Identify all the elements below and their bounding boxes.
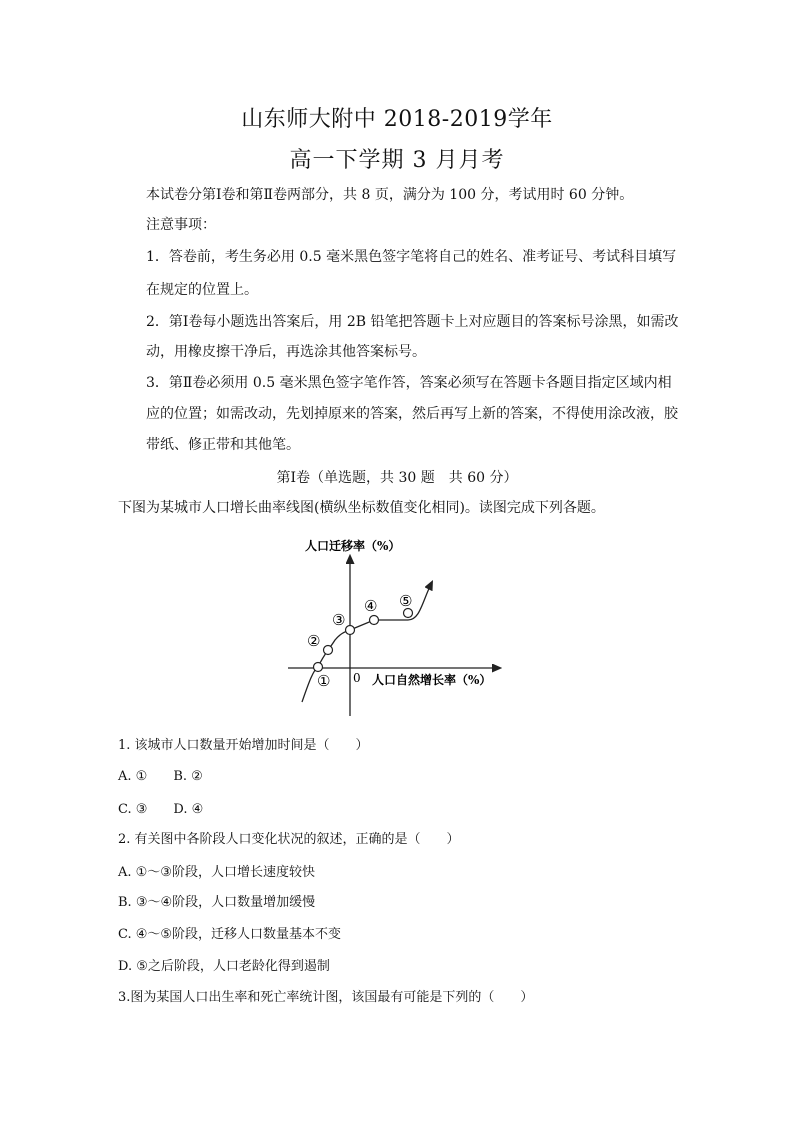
option-c[interactable]: C. ③: [118, 802, 148, 817]
option-a[interactable]: A. ①: [118, 769, 148, 784]
notice-item-2-line-1: 2．第Ⅰ卷每小题选出答案后，用 2B 铅笔把答题卡上对应题目的答案标号涂黑，如需改: [146, 314, 679, 330]
population-growth-figure: [280, 530, 520, 720]
point-1-marker: [314, 663, 323, 672]
section-heading: 第Ⅰ卷（单选题，共 30 题 共 60 分）: [276, 470, 518, 486]
notice-item-2-line-2: 动，用橡皮擦干净后，再选涂其他答案标号。: [146, 344, 426, 360]
option-d[interactable]: D. ④: [173, 802, 204, 817]
option-b[interactable]: B. ②: [173, 769, 203, 784]
exam-title-line1: 山东师大附中 2018-2019学年: [241, 107, 553, 132]
point-2-marker: [324, 646, 333, 655]
question-2-stem: 2. 有关图中各阶段人口变化状况的叙述，正确的是（ ）: [118, 832, 460, 847]
question-1-options-row-1: [118, 768, 203, 786]
question-1-stem: 1. 该城市人口数量开始增加时间是（ ）: [118, 738, 369, 753]
notice-item-3-line-1: 3．第Ⅱ卷必须用 0.5 毫米黑色签字笔作答，答案必须写在答题卡各题目指定区域内相: [146, 375, 672, 391]
section-lead: 下图为某城市人口增长曲率线图(横纵坐标数值变化相同)。读图完成下列各题。: [118, 500, 605, 516]
point-3-label: ③: [332, 611, 346, 629]
notice-item-1-line-1: 1．答卷前，考生务必用 0.5 毫米黑色签字笔将自己的姓名、准考证号、考试科目填写: [146, 249, 677, 265]
point-2-label: ②: [307, 632, 321, 650]
question-3-stem: 3.图为某国人口出生率和死亡率统计图，该国最有可能是下列的（ ）: [118, 990, 534, 1005]
point-4-marker: [370, 616, 379, 625]
exam-intro: 本试卷分第Ⅰ卷和第Ⅱ卷两部分，共 8 页，满分为 100 分，考试用时 60 分钟。: [146, 187, 634, 203]
point-5-label: ⑤: [399, 592, 413, 610]
notice-item-1-line-2: 在规定的位置上。: [146, 282, 258, 298]
question-2-option-d[interactable]: D. ⑤之后阶段，人口老龄化得到遏制: [118, 959, 330, 974]
point-4-label: ④: [364, 597, 378, 615]
question-2-option-b[interactable]: B. ③～④阶段，人口数量增加缓慢: [118, 895, 316, 910]
notice-item-3-line-2: 应的位置；如需改动，先划掉原来的答案，然后再写上新的答案，不得使用涂改液，胶: [146, 406, 678, 422]
notice-item-3-line-3: 带纸、修正带和其他笔。: [146, 437, 300, 453]
question-2-option-c[interactable]: C. ④～⑤阶段，迁移人口数量基本不变: [118, 927, 342, 942]
question-2-option-a[interactable]: A. ①～③阶段，人口增长速度较快: [118, 865, 315, 880]
y-axis-label: 人口迁移率（%）: [305, 539, 401, 553]
point-1-label: ①: [317, 672, 331, 690]
notice-title: 注意事项：: [146, 217, 216, 233]
exam-title-line2: 高一下学期 3 月月考: [289, 148, 505, 173]
question-1-options-row-2: [118, 801, 203, 819]
origin-label: 0: [353, 671, 361, 685]
point-3-marker: [346, 626, 355, 635]
x-axis-label: 人口自然增长率（%）: [372, 673, 492, 687]
